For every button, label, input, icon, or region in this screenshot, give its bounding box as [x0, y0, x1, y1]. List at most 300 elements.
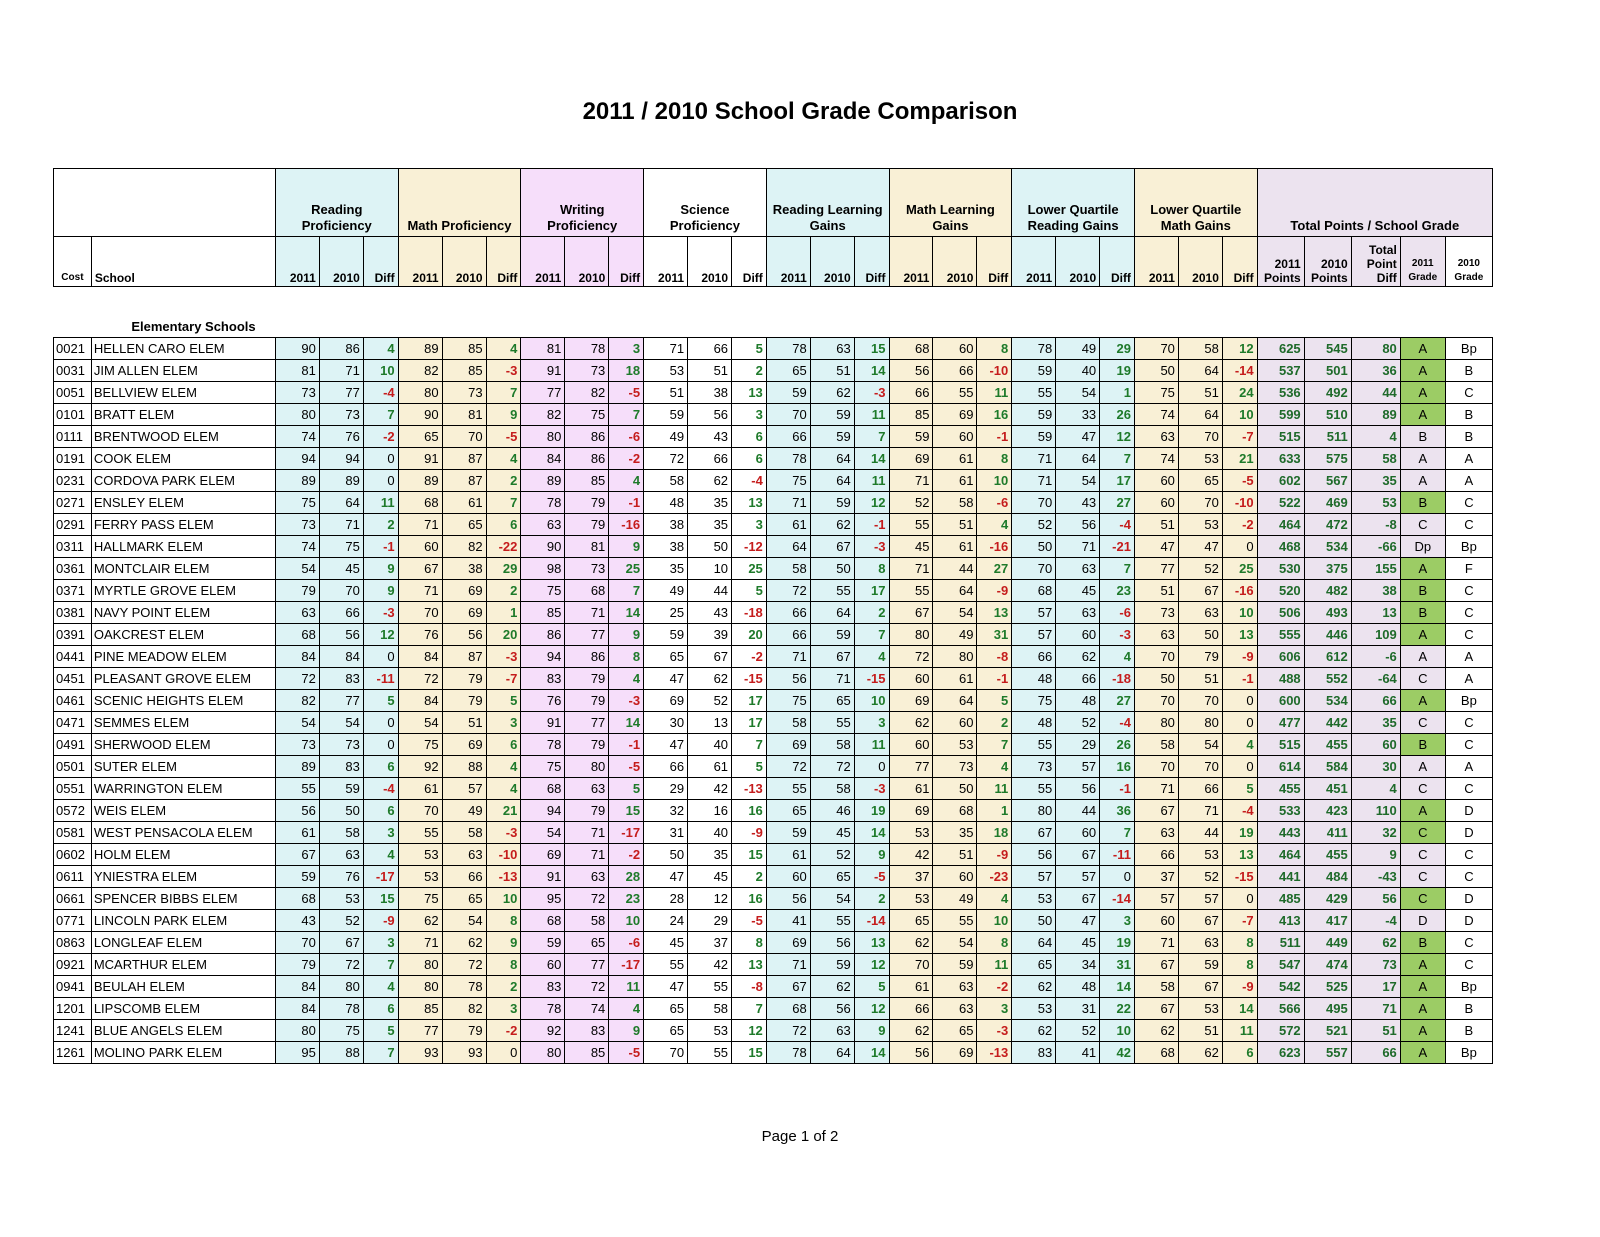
diff-cell: 5 [363, 1020, 398, 1042]
diff-cell: 10 [363, 360, 398, 382]
score-cell: 77 [565, 954, 609, 976]
col-header-pts2011: 2011 Points [1257, 237, 1304, 287]
points-diff: 36 [1351, 360, 1400, 382]
score-cell: 65 [644, 998, 688, 1020]
diff-cell: 31 [1100, 954, 1135, 976]
col-header-diff: Diff [609, 237, 644, 287]
points-2010: 423 [1304, 800, 1351, 822]
score-cell: 67 [889, 602, 933, 624]
diff-cell: 22 [1100, 998, 1135, 1020]
score-cell: 79 [442, 668, 486, 690]
score-cell: 57 [442, 778, 486, 800]
score-cell: 63 [565, 866, 609, 888]
score-cell: 67 [1134, 998, 1178, 1020]
score-cell: 56 [275, 800, 319, 822]
points-diff: -64 [1351, 668, 1400, 690]
score-cell: 86 [521, 624, 565, 646]
score-cell: 86 [565, 426, 609, 448]
score-cell: 29 [644, 778, 688, 800]
score-cell: 64 [810, 602, 854, 624]
score-cell: 77 [319, 382, 363, 404]
score-cell: 55 [1012, 734, 1056, 756]
score-cell: 71 [1056, 536, 1100, 558]
score-cell: 77 [565, 624, 609, 646]
diff-cell: -11 [363, 668, 398, 690]
score-cell: 71 [319, 360, 363, 382]
score-cell: 28 [644, 888, 688, 910]
diff-cell: -5 [609, 756, 644, 778]
score-cell: 66 [1056, 668, 1100, 690]
school-code: 0051 [54, 382, 92, 404]
score-cell: 72 [889, 646, 933, 668]
grade-2011: A [1400, 382, 1445, 404]
score-cell: 80 [889, 624, 933, 646]
diff-cell: 11 [977, 954, 1012, 976]
score-cell: 13 [688, 712, 732, 734]
score-cell: 67 [1178, 910, 1222, 932]
diff-cell: 1 [977, 800, 1012, 822]
diff-cell: -13 [732, 778, 767, 800]
score-cell: 77 [398, 1020, 442, 1042]
school-code: 0602 [54, 844, 92, 866]
school-code: 0381 [54, 602, 92, 624]
diff-cell: 11 [854, 470, 889, 492]
points-diff: 71 [1351, 998, 1400, 1020]
diff-cell: 0 [363, 712, 398, 734]
school-code: 0581 [54, 822, 92, 844]
diff-cell: 1 [486, 602, 521, 624]
score-cell: 63 [1178, 602, 1222, 624]
score-cell: 50 [810, 558, 854, 580]
score-cell: 42 [688, 778, 732, 800]
diff-cell: -1 [1222, 668, 1257, 690]
diff-cell: 14 [609, 602, 644, 624]
points-diff: 62 [1351, 932, 1400, 954]
diff-cell: 13 [1222, 844, 1257, 866]
school-name: NAVY POINT ELEM [91, 602, 275, 624]
grade-2011: A [1400, 470, 1445, 492]
points-2010: 429 [1304, 888, 1351, 910]
points-2010: 495 [1304, 998, 1351, 1020]
points-2011: 468 [1257, 536, 1304, 558]
diff-cell: -3 [854, 536, 889, 558]
score-cell: 40 [688, 822, 732, 844]
diff-cell: 8 [977, 932, 1012, 954]
diff-cell: -17 [363, 866, 398, 888]
points-2010: 446 [1304, 624, 1351, 646]
score-cell: 56 [810, 932, 854, 954]
col-header-grade2010: 2010 Grade [1445, 237, 1492, 287]
table-row [54, 800, 1493, 822]
score-cell: 71 [1134, 778, 1178, 800]
score-cell: 76 [319, 426, 363, 448]
score-cell: 62 [1134, 1020, 1178, 1042]
score-cell: 33 [1056, 404, 1100, 426]
diff-cell: 3 [363, 932, 398, 954]
score-cell: 54 [275, 712, 319, 734]
score-cell: 58 [319, 822, 363, 844]
score-cell: 62 [442, 932, 486, 954]
points-diff: 60 [1351, 734, 1400, 756]
score-cell: 74 [1134, 448, 1178, 470]
score-cell: 67 [1178, 976, 1222, 998]
score-cell: 60 [1056, 624, 1100, 646]
table-row [54, 580, 1493, 602]
score-cell: 68 [275, 888, 319, 910]
score-cell: 89 [398, 470, 442, 492]
diff-cell: 3 [854, 712, 889, 734]
diff-cell: -3 [486, 360, 521, 382]
diff-cell: 7 [609, 404, 644, 426]
score-cell: 90 [521, 536, 565, 558]
diff-cell: 24 [1222, 382, 1257, 404]
score-cell: 73 [1134, 602, 1178, 624]
score-cell: 70 [1012, 492, 1056, 514]
score-cell: 85 [565, 1042, 609, 1064]
diff-cell: 11 [363, 492, 398, 514]
points-2011: 464 [1257, 844, 1304, 866]
score-cell: 73 [933, 756, 977, 778]
score-cell: 59 [810, 624, 854, 646]
score-cell: 50 [319, 800, 363, 822]
score-cell: 55 [688, 976, 732, 998]
diff-cell: 17 [732, 712, 767, 734]
school-name: WARRINGTON ELEM [91, 778, 275, 800]
grade-comparison-table [53, 168, 1493, 1064]
score-cell: 78 [319, 998, 363, 1020]
score-cell: 88 [442, 756, 486, 778]
score-cell: 59 [933, 954, 977, 976]
score-cell: 70 [1134, 338, 1178, 360]
diff-cell: 5 [363, 690, 398, 712]
diff-cell: 7 [1100, 448, 1135, 470]
grade-2011: B [1400, 426, 1445, 448]
score-cell: 69 [889, 448, 933, 470]
score-cell: 75 [766, 690, 810, 712]
score-cell: 66 [766, 426, 810, 448]
score-cell: 55 [398, 822, 442, 844]
score-cell: 60 [933, 712, 977, 734]
score-cell: 50 [1012, 536, 1056, 558]
grade-2011: C [1400, 778, 1445, 800]
diff-cell: -7 [486, 668, 521, 690]
score-cell: 73 [319, 734, 363, 756]
points-2011: 455 [1257, 778, 1304, 800]
score-cell: 80 [319, 976, 363, 998]
points-2011: 600 [1257, 690, 1304, 712]
diff-cell: 16 [732, 800, 767, 822]
score-cell: 61 [933, 536, 977, 558]
score-cell: 55 [810, 910, 854, 932]
grade-2011: D [1400, 910, 1445, 932]
score-cell: 56 [1056, 778, 1100, 800]
score-cell: 49 [933, 624, 977, 646]
score-cell: 69 [766, 932, 810, 954]
col-header-pts2010: 2010 Points [1304, 237, 1351, 287]
diff-cell: 29 [486, 558, 521, 580]
score-cell: 60 [1134, 470, 1178, 492]
points-2010: 469 [1304, 492, 1351, 514]
diff-cell: 2 [486, 470, 521, 492]
school-name: OAKCREST ELEM [91, 624, 275, 646]
grade-2011: A [1400, 338, 1445, 360]
diff-cell: 4 [486, 778, 521, 800]
diff-cell: -9 [363, 910, 398, 932]
score-cell: 68 [889, 338, 933, 360]
score-cell: 53 [398, 844, 442, 866]
score-cell: 68 [275, 624, 319, 646]
score-cell: 59 [810, 492, 854, 514]
score-cell: 57 [1134, 888, 1178, 910]
diff-cell: 8 [1222, 932, 1257, 954]
school-name: BRENTWOOD ELEM [91, 426, 275, 448]
score-cell: 77 [1134, 558, 1178, 580]
score-cell: 91 [398, 448, 442, 470]
score-cell: 85 [398, 998, 442, 1020]
col-header-y2011: 2011 [275, 237, 319, 287]
score-cell: 59 [521, 932, 565, 954]
table-row [54, 448, 1493, 470]
grade-2011: A [1400, 998, 1445, 1020]
diff-cell: 25 [609, 558, 644, 580]
score-cell: 51 [1134, 514, 1178, 536]
score-cell: 68 [521, 778, 565, 800]
diff-cell: 6 [363, 998, 398, 1020]
diff-cell: 12 [854, 492, 889, 514]
score-cell: 62 [810, 514, 854, 536]
score-cell: 65 [889, 910, 933, 932]
diff-cell: -2 [486, 1020, 521, 1042]
diff-cell: 27 [977, 558, 1012, 580]
score-cell: 55 [644, 954, 688, 976]
score-cell: 61 [766, 514, 810, 536]
grade-2010: C [1445, 932, 1492, 954]
score-cell: 65 [810, 690, 854, 712]
score-cell: 52 [889, 492, 933, 514]
diff-cell: -13 [977, 1042, 1012, 1064]
score-cell: 63 [442, 844, 486, 866]
score-cell: 82 [275, 690, 319, 712]
score-cell: 10 [688, 558, 732, 580]
diff-cell: 15 [732, 1042, 767, 1064]
diff-cell: 12 [854, 998, 889, 1020]
score-cell: 72 [398, 668, 442, 690]
score-cell: 44 [1178, 822, 1222, 844]
diff-cell: -4 [1100, 514, 1135, 536]
diff-cell: 10 [1100, 1020, 1135, 1042]
score-cell: 75 [521, 756, 565, 778]
score-cell: 70 [1134, 690, 1178, 712]
table-row [54, 646, 1493, 668]
diff-cell: 8 [486, 910, 521, 932]
score-cell: 66 [688, 448, 732, 470]
score-cell: 52 [1178, 866, 1222, 888]
score-cell: 82 [521, 404, 565, 426]
diff-cell: 7 [609, 580, 644, 602]
score-cell: 80 [1012, 800, 1056, 822]
points-2010: 575 [1304, 448, 1351, 470]
score-cell: 71 [889, 558, 933, 580]
diff-cell: -15 [732, 668, 767, 690]
col-header-diff: Diff [1100, 237, 1135, 287]
points-2011: 566 [1257, 998, 1304, 1020]
school-name: BEULAH ELEM [91, 976, 275, 998]
score-cell: 49 [644, 426, 688, 448]
score-cell: 37 [688, 932, 732, 954]
points-2010: 455 [1304, 734, 1351, 756]
score-cell: 61 [688, 756, 732, 778]
score-cell: 80 [1134, 712, 1178, 734]
diff-cell: 2 [486, 976, 521, 998]
diff-cell: -2 [609, 448, 644, 470]
score-cell: 80 [565, 756, 609, 778]
grade-2011: C [1400, 668, 1445, 690]
diff-cell: -15 [1222, 866, 1257, 888]
points-diff: 73 [1351, 954, 1400, 976]
score-cell: 73 [442, 382, 486, 404]
score-cell: 60 [1056, 822, 1100, 844]
score-cell: 91 [521, 712, 565, 734]
school-name: SUTER ELEM [91, 756, 275, 778]
table-row [54, 360, 1493, 382]
score-cell: 59 [1012, 404, 1056, 426]
score-cell: 48 [1056, 976, 1100, 998]
group-header: Math Proficiency [398, 169, 521, 237]
grade-2011: B [1400, 602, 1445, 624]
diff-cell: 2 [977, 712, 1012, 734]
score-cell: 82 [398, 360, 442, 382]
school-name: CORDOVA PARK ELEM [91, 470, 275, 492]
diff-cell: 6 [732, 426, 767, 448]
score-cell: 66 [889, 382, 933, 404]
school-name: LINCOLN PARK ELEM [91, 910, 275, 932]
score-cell: 66 [933, 360, 977, 382]
points-diff: -8 [1351, 514, 1400, 536]
score-cell: 51 [1178, 668, 1222, 690]
school-name: PLEASANT GROVE ELEM [91, 668, 275, 690]
score-cell: 41 [766, 910, 810, 932]
score-cell: 31 [644, 822, 688, 844]
points-diff: 13 [1351, 602, 1400, 624]
score-cell: 73 [275, 514, 319, 536]
score-cell: 73 [319, 404, 363, 426]
diff-cell: 19 [1100, 932, 1135, 954]
score-cell: 76 [521, 690, 565, 712]
score-cell: 71 [644, 338, 688, 360]
diff-cell: 14 [1222, 998, 1257, 1020]
score-cell: 50 [1012, 910, 1056, 932]
score-cell: 55 [1012, 382, 1056, 404]
diff-cell: 7 [977, 734, 1012, 756]
grade-2010: C [1445, 580, 1492, 602]
score-cell: 68 [565, 580, 609, 602]
score-cell: 38 [442, 558, 486, 580]
score-cell: 64 [810, 470, 854, 492]
score-cell: 71 [398, 514, 442, 536]
score-cell: 68 [933, 800, 977, 822]
score-cell: 56 [889, 1042, 933, 1064]
diff-cell: 10 [486, 888, 521, 910]
score-cell: 70 [1134, 646, 1178, 668]
diff-cell: -22 [486, 536, 521, 558]
score-cell: 60 [766, 866, 810, 888]
diff-cell: -17 [609, 822, 644, 844]
score-cell: 94 [275, 448, 319, 470]
score-cell: 70 [889, 954, 933, 976]
score-cell: 65 [442, 514, 486, 536]
diff-cell: 14 [854, 822, 889, 844]
score-cell: 72 [565, 976, 609, 998]
diff-cell: -6 [609, 426, 644, 448]
table-row [54, 426, 1493, 448]
diff-cell: 18 [609, 360, 644, 382]
score-cell: 70 [1178, 492, 1222, 514]
col-header-y2010: 2010 [1178, 237, 1222, 287]
diff-cell: 9 [609, 624, 644, 646]
grade-2011: A [1400, 800, 1445, 822]
score-cell: 79 [565, 690, 609, 712]
diff-cell: -3 [486, 646, 521, 668]
grade-2011: A [1400, 1042, 1445, 1064]
score-cell: 75 [398, 734, 442, 756]
score-cell: 67 [1056, 844, 1100, 866]
col-header-y2011: 2011 [398, 237, 442, 287]
score-cell: 12 [688, 888, 732, 910]
school-code: 0311 [54, 536, 92, 558]
score-cell: 89 [521, 470, 565, 492]
diff-cell: 10 [977, 470, 1012, 492]
points-2010: 510 [1304, 404, 1351, 426]
score-cell: 29 [688, 910, 732, 932]
score-cell: 59 [644, 404, 688, 426]
score-cell: 72 [766, 756, 810, 778]
points-2010: 474 [1304, 954, 1351, 976]
score-cell: 72 [442, 954, 486, 976]
score-cell: 82 [442, 998, 486, 1020]
score-cell: 79 [565, 734, 609, 756]
score-cell: 89 [275, 756, 319, 778]
score-cell: 56 [766, 888, 810, 910]
grade-2011: B [1400, 492, 1445, 514]
score-cell: 78 [766, 338, 810, 360]
score-cell: 58 [810, 778, 854, 800]
table-row [54, 536, 1493, 558]
diff-cell: 3 [486, 998, 521, 1020]
score-cell: 94 [521, 646, 565, 668]
diff-cell: -9 [1222, 976, 1257, 998]
points-diff: 66 [1351, 1042, 1400, 1064]
col-header-grade2011: 2011 Grade [1400, 237, 1445, 287]
points-2010: 455 [1304, 844, 1351, 866]
diff-cell: 9 [609, 536, 644, 558]
score-cell: 64 [933, 690, 977, 712]
diff-cell: 0 [486, 1042, 521, 1064]
school-name: PINE MEADOW ELEM [91, 646, 275, 668]
score-cell: 47 [644, 976, 688, 998]
diff-cell: 13 [732, 954, 767, 976]
points-2010: 501 [1304, 360, 1351, 382]
group-header: Math Learning Gains [889, 169, 1012, 237]
points-diff: 53 [1351, 492, 1400, 514]
score-cell: 54 [398, 712, 442, 734]
diff-cell: 11 [854, 404, 889, 426]
score-cell: 60 [933, 866, 977, 888]
col-header-y2010: 2010 [565, 237, 609, 287]
grade-2010: B [1445, 998, 1492, 1020]
score-cell: 82 [442, 536, 486, 558]
score-cell: 71 [766, 954, 810, 976]
diff-cell: 7 [1100, 822, 1135, 844]
